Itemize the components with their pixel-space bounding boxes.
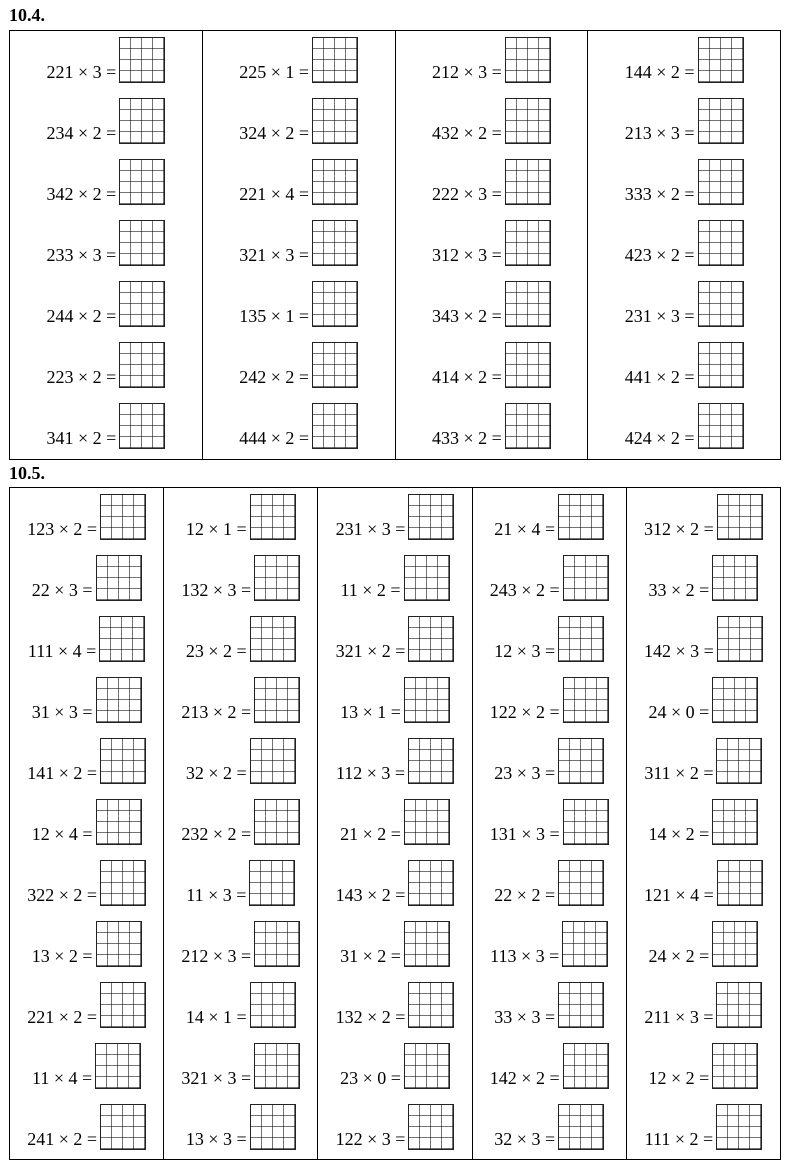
answer-grid-box[interactable]: [716, 1104, 762, 1150]
problem-expression: 23 × 2 =: [185, 641, 247, 661]
problem-item: [10, 1041, 163, 1089]
problem-expression: 121 × 4 =: [644, 885, 714, 905]
problem-expression: 433 × 2 =: [431, 428, 502, 448]
answer-grid-box[interactable]: [404, 921, 450, 967]
problem-expression: 221 × 4 =: [239, 184, 310, 204]
problem-item: [627, 614, 780, 662]
answer-grid-box[interactable]: [505, 403, 551, 449]
problem-expression: 143 × 2 =: [335, 885, 406, 905]
answer-grid-box[interactable]: [119, 342, 165, 388]
problem-item: [627, 492, 780, 540]
answer-grid-box[interactable]: [563, 799, 609, 845]
problem-item: [588, 340, 780, 388]
problem-item: [203, 218, 395, 266]
answer-grid-box[interactable]: [119, 281, 165, 327]
problem-expression: 24 × 2 =: [648, 946, 710, 966]
problem-expression: 31 × 3 =: [31, 702, 93, 722]
problem-expression: 211 × 3 =: [644, 1007, 714, 1027]
problem-item: [318, 1102, 471, 1150]
answer-grid-box[interactable]: [254, 555, 300, 601]
problem-expression: 223 × 2 =: [46, 367, 117, 387]
problem-expression: 312 × 2 =: [644, 519, 714, 539]
problem-expression: 311 × 2 =: [644, 763, 714, 783]
problem-item: [396, 340, 588, 388]
exercise-column: [395, 31, 588, 459]
answer-grid-box[interactable]: [254, 921, 300, 967]
answer-grid-box[interactable]: [404, 799, 450, 845]
problem-item: [164, 553, 317, 601]
problem-expression: 13 × 1 =: [340, 702, 401, 722]
problem-item: [627, 797, 780, 845]
problem-expression: 333 × 2 =: [624, 184, 695, 204]
problem-expression: 135 × 1 =: [239, 306, 310, 326]
problem-expression: 32 × 3 =: [494, 1129, 556, 1149]
problem-item: [10, 675, 163, 723]
exercise-table-10-5: [9, 487, 781, 1160]
problem-item: [473, 675, 626, 723]
problem-expression: 312 × 3 =: [431, 245, 502, 265]
problem-expression: 231 × 3 =: [335, 519, 406, 539]
answer-grid-box[interactable]: [716, 738, 762, 784]
answer-grid-box[interactable]: [96, 677, 142, 723]
problem-item: [627, 736, 780, 784]
problem-expression: 441 × 2 =: [624, 367, 695, 387]
problem-item: [164, 675, 317, 723]
answer-grid-box[interactable]: [562, 921, 608, 967]
section-title-10-5: 10.5.: [9, 463, 45, 483]
answer-grid-box[interactable]: [717, 860, 763, 906]
problem-item: [318, 980, 471, 1028]
answer-grid-box[interactable]: [119, 159, 165, 205]
problem-expression: 11 × 4 =: [32, 1068, 93, 1088]
answer-grid-box[interactable]: [100, 494, 146, 540]
problem-expression: 423 × 2 =: [624, 245, 695, 265]
answer-grid-box[interactable]: [698, 403, 744, 449]
answer-grid-box[interactable]: [558, 494, 604, 540]
problem-item: [588, 401, 780, 449]
problem-expression: 141 × 2 =: [27, 763, 97, 783]
problem-expression: 12 × 3 =: [494, 641, 556, 661]
answer-grid-box[interactable]: [100, 860, 146, 906]
problem-expression: 432 × 2 =: [431, 123, 502, 143]
problem-expression: 111 × 2 =: [644, 1129, 714, 1149]
problem-expression: 322 × 2 =: [27, 885, 97, 905]
answer-grid-box[interactable]: [100, 982, 146, 1028]
problem-expression: 213 × 2 =: [181, 702, 252, 722]
problem-expression: 21 × 2 =: [340, 824, 401, 844]
problem-item: [164, 1102, 317, 1150]
answer-grid-box[interactable]: [100, 738, 146, 784]
answer-grid-box[interactable]: [250, 738, 296, 784]
problem-item: [396, 157, 588, 205]
problem-item: [473, 492, 626, 540]
problem-item: [627, 553, 780, 601]
problem-item: [10, 218, 202, 266]
problem-item: [396, 401, 588, 449]
problem-expression: 324 × 2 =: [239, 123, 310, 143]
problem-expression: 112 × 3 =: [335, 763, 406, 783]
answer-grid-box[interactable]: [563, 555, 609, 601]
problem-item: [10, 858, 163, 906]
answer-grid-box[interactable]: [250, 982, 296, 1028]
exercise-column: [626, 488, 780, 1159]
problem-expression: 12 × 4 =: [31, 824, 93, 844]
answer-grid-box[interactable]: [250, 1104, 296, 1150]
problem-expression: 231 × 3 =: [624, 306, 695, 326]
problem-expression: 11 × 2 =: [340, 580, 401, 600]
answer-grid-box[interactable]: [712, 799, 758, 845]
problem-item: [318, 492, 471, 540]
answer-grid-box[interactable]: [254, 799, 300, 845]
answer-grid-box[interactable]: [698, 37, 744, 83]
problem-expression: 14 × 1 =: [185, 1007, 247, 1027]
problem-expression: 123 × 2 =: [27, 519, 97, 539]
problem-item: [10, 736, 163, 784]
answer-grid-box[interactable]: [312, 342, 358, 388]
problem-item: [10, 279, 202, 327]
problem-expression: 321 × 3 =: [239, 245, 310, 265]
problem-expression: 132 × 3 =: [181, 580, 252, 600]
problem-expression: 13 × 3 =: [185, 1129, 247, 1149]
problem-expression: 14 × 2 =: [648, 824, 710, 844]
problem-expression: 232 × 2 =: [181, 824, 252, 844]
answer-grid-box[interactable]: [712, 921, 758, 967]
answer-grid-box[interactable]: [408, 494, 454, 540]
problem-item: [164, 980, 317, 1028]
problem-expression: 13 × 2 =: [31, 946, 93, 966]
problem-item: [627, 675, 780, 723]
answer-grid-box[interactable]: [95, 1043, 141, 1089]
problem-item: [164, 858, 317, 906]
problem-item: [10, 614, 163, 662]
problem-item: [396, 218, 588, 266]
answer-grid-box[interactable]: [408, 982, 454, 1028]
answer-grid-box[interactable]: [312, 403, 358, 449]
problem-expression: 132 × 2 =: [335, 1007, 406, 1027]
problem-expression: 343 × 2 =: [431, 306, 502, 326]
problem-item: [473, 736, 626, 784]
problem-item: [627, 980, 780, 1028]
answer-grid-box[interactable]: [505, 281, 551, 327]
problem-expression: 111 × 4 =: [27, 641, 97, 661]
answer-grid-box[interactable]: [312, 159, 358, 205]
problem-item: [10, 553, 163, 601]
problem-item: [10, 35, 202, 83]
answer-grid-box[interactable]: [408, 860, 454, 906]
answer-grid-box[interactable]: [505, 342, 551, 388]
problem-expression: 225 × 1 =: [239, 62, 310, 82]
problem-expression: 221 × 2 =: [27, 1007, 97, 1027]
exercise-column: [317, 488, 471, 1159]
answer-grid-box[interactable]: [404, 1043, 450, 1089]
problem-item: [164, 492, 317, 540]
problem-item: [318, 614, 471, 662]
problem-item: [164, 614, 317, 662]
problem-expression: 243 × 2 =: [489, 580, 560, 600]
problem-item: [318, 553, 471, 601]
problem-expression: 22 × 3 =: [31, 580, 93, 600]
problem-expression: 241 × 2 =: [27, 1129, 97, 1149]
answer-grid-box[interactable]: [698, 98, 744, 144]
answer-grid-box[interactable]: [558, 860, 604, 906]
problem-item: [627, 858, 780, 906]
answer-grid-box[interactable]: [96, 799, 142, 845]
answer-grid-box[interactable]: [408, 1104, 454, 1150]
problem-item: [10, 797, 163, 845]
problem-item: [588, 35, 780, 83]
problem-item: [588, 157, 780, 205]
problem-item: [10, 919, 163, 967]
answer-grid-box[interactable]: [404, 677, 450, 723]
problem-item: [164, 797, 317, 845]
problem-item: [396, 279, 588, 327]
problem-expression: 321 × 3 =: [181, 1068, 252, 1088]
answer-grid-box[interactable]: [249, 860, 295, 906]
problem-item: [318, 858, 471, 906]
answer-grid-box[interactable]: [558, 616, 604, 662]
problem-expression: 444 × 2 =: [239, 428, 310, 448]
answer-grid-box[interactable]: [250, 494, 296, 540]
problem-expression: 424 × 2 =: [624, 428, 695, 448]
problem-expression: 122 × 2 =: [489, 702, 560, 722]
problem-item: [588, 96, 780, 144]
problem-item: [318, 1041, 471, 1089]
problem-expression: 213 × 3 =: [624, 123, 695, 143]
problem-item: [473, 1041, 626, 1089]
problem-item: [10, 492, 163, 540]
answer-grid-box[interactable]: [119, 220, 165, 266]
problem-expression: 21 × 4 =: [494, 519, 556, 539]
exercise-column: [472, 488, 626, 1159]
problem-item: [10, 157, 202, 205]
problem-expression: 414 × 2 =: [431, 367, 502, 387]
answer-grid-box[interactable]: [698, 281, 744, 327]
problem-expression: 321 × 2 =: [335, 641, 406, 661]
section-title-10-4: 10.4.: [9, 5, 45, 25]
problem-expression: 233 × 3 =: [46, 245, 117, 265]
answer-grid-box[interactable]: [408, 738, 454, 784]
answer-grid-box[interactable]: [558, 982, 604, 1028]
problem-expression: 142 × 3 =: [644, 641, 714, 661]
problem-expression: 142 × 2 =: [489, 1068, 560, 1088]
answer-grid-box[interactable]: [312, 281, 358, 327]
problem-item: [318, 919, 471, 967]
problem-item: [203, 340, 395, 388]
problem-item: [10, 340, 202, 388]
answer-grid-box[interactable]: [505, 98, 551, 144]
answer-grid-box[interactable]: [312, 37, 358, 83]
answer-grid-box[interactable]: [404, 555, 450, 601]
problem-expression: 113 × 3 =: [490, 946, 560, 966]
problem-expression: 31 × 2 =: [340, 946, 401, 966]
answer-grid-box[interactable]: [96, 555, 142, 601]
answer-grid-box[interactable]: [558, 738, 604, 784]
problem-item: [203, 35, 395, 83]
problem-item: [318, 797, 471, 845]
answer-grid-box[interactable]: [712, 677, 758, 723]
exercise-column: [202, 31, 395, 459]
exercise-column: [10, 31, 202, 459]
problem-item: [164, 1041, 317, 1089]
problem-item: [164, 919, 317, 967]
problem-item: [10, 401, 202, 449]
problem-item: [203, 96, 395, 144]
answer-grid-box[interactable]: [100, 1104, 146, 1150]
problem-item: [473, 1102, 626, 1150]
problem-expression: 341 × 2 =: [46, 428, 117, 448]
problem-item: [318, 675, 471, 723]
problem-item: [10, 1102, 163, 1150]
problem-item: [396, 96, 588, 144]
problem-expression: 11 × 3 =: [186, 885, 247, 905]
answer-grid-box[interactable]: [254, 677, 300, 723]
problem-item: [10, 96, 202, 144]
answer-grid-box[interactable]: [505, 220, 551, 266]
answer-grid-box[interactable]: [312, 98, 358, 144]
answer-grid-box[interactable]: [408, 616, 454, 662]
problem-expression: 242 × 2 =: [239, 367, 310, 387]
exercise-column: [163, 488, 317, 1159]
answer-grid-box[interactable]: [717, 616, 763, 662]
problem-item: [203, 157, 395, 205]
answer-grid-box[interactable]: [698, 159, 744, 205]
problem-item: [627, 1102, 780, 1150]
problem-expression: 342 × 2 =: [46, 184, 117, 204]
answer-grid-box[interactable]: [99, 616, 145, 662]
exercise-column: [10, 488, 163, 1159]
answer-grid-box[interactable]: [698, 220, 744, 266]
problem-expression: 23 × 3 =: [494, 763, 556, 783]
problem-expression: 122 × 3 =: [335, 1129, 406, 1149]
problem-item: [10, 980, 163, 1028]
problem-expression: 244 × 2 =: [46, 306, 117, 326]
problem-item: [473, 614, 626, 662]
problem-expression: 33 × 3 =: [494, 1007, 556, 1027]
problem-expression: 234 × 2 =: [46, 123, 117, 143]
problem-expression: 12 × 1 =: [185, 519, 247, 539]
answer-grid-box[interactable]: [712, 555, 758, 601]
problem-item: [473, 980, 626, 1028]
answer-grid-box[interactable]: [505, 159, 551, 205]
answer-grid-box[interactable]: [119, 98, 165, 144]
exercise-column: [587, 31, 780, 459]
problem-item: [473, 919, 626, 967]
problem-expression: 12 × 2 =: [648, 1068, 710, 1088]
problem-item: [473, 553, 626, 601]
answer-grid-box[interactable]: [563, 1043, 609, 1089]
problem-expression: 22 × 2 =: [494, 885, 556, 905]
problem-item: [473, 797, 626, 845]
answer-grid-box[interactable]: [716, 982, 762, 1028]
problem-item: [203, 401, 395, 449]
problem-item: [473, 858, 626, 906]
answer-grid-box[interactable]: [254, 1043, 300, 1089]
answer-grid-box[interactable]: [250, 616, 296, 662]
problem-expression: 23 × 0 =: [340, 1068, 401, 1088]
answer-grid-box[interactable]: [96, 921, 142, 967]
problem-item: [396, 35, 588, 83]
problem-expression: 33 × 2 =: [648, 580, 710, 600]
answer-grid-box[interactable]: [698, 342, 744, 388]
answer-grid-box[interactable]: [712, 1043, 758, 1089]
exercise-table-10-4: [9, 30, 781, 460]
answer-grid-box[interactable]: [119, 37, 165, 83]
problem-expression: 221 × 3 =: [46, 62, 117, 82]
problem-expression: 32 × 2 =: [185, 763, 247, 783]
problem-item: [627, 919, 780, 967]
answer-grid-box[interactable]: [717, 494, 763, 540]
problem-item: [627, 1041, 780, 1089]
problem-item: [318, 736, 471, 784]
problem-item: [588, 279, 780, 327]
problem-expression: 212 × 3 =: [431, 62, 502, 82]
problem-expression: 212 × 3 =: [181, 946, 252, 966]
problem-item: [203, 279, 395, 327]
problem-expression: 131 × 3 =: [489, 824, 560, 844]
answer-grid-box[interactable]: [505, 37, 551, 83]
problem-expression: 24 × 0 =: [648, 702, 710, 722]
problem-item: [588, 218, 780, 266]
answer-grid-box[interactable]: [558, 1104, 604, 1150]
answer-grid-box[interactable]: [563, 677, 609, 723]
problem-expression: 144 × 2 =: [624, 62, 695, 82]
problem-item: [164, 736, 317, 784]
answer-grid-box[interactable]: [119, 403, 165, 449]
problem-expression: 222 × 3 =: [431, 184, 502, 204]
answer-grid-box[interactable]: [312, 220, 358, 266]
